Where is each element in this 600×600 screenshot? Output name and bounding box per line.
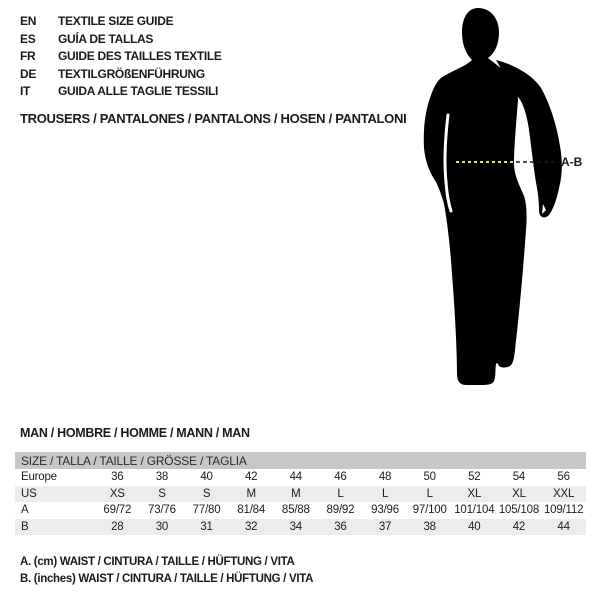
category-title: TROUSERS / PANTALONES / PANTALONS / HOSEN / PANTALONI [20, 111, 407, 126]
table-row-europe [15, 469, 586, 486]
size-table-header: SIZE / TALLA / TAILLE / GRÖSSE / TAGLIA [15, 452, 586, 469]
size-table-header-row [15, 452, 586, 469]
table-cell: L [426, 487, 433, 500]
table-cell: 97/100 [412, 504, 447, 517]
table-cell: 85/88 [281, 504, 310, 517]
language-label: GUIDA ALLE TAGLIE TESSILI [58, 84, 219, 99]
table-cell: 81/84 [237, 504, 266, 517]
table-cell: 42 [244, 471, 258, 484]
table-cell: 31 [200, 520, 213, 533]
table-cell: 32 [244, 520, 258, 533]
table-cell: L [337, 487, 344, 500]
table-cell: L [381, 487, 389, 500]
table-cell: 30 [155, 520, 169, 533]
table-cell: M [291, 487, 301, 500]
measurement-label: A-B [561, 155, 583, 169]
table-cell: 69/72 [103, 504, 132, 517]
table-cell: XS [109, 487, 125, 500]
language-label: GUIDE DES TAILLES TEXTILE [58, 49, 222, 64]
row-label: A [21, 504, 29, 517]
language-code: IT [20, 84, 31, 99]
language-list [20, 15, 222, 98]
table-cell: 40 [200, 471, 213, 484]
table-cell: 48 [378, 471, 392, 484]
language-label: TEXTILE SIZE GUIDE [58, 14, 174, 28]
table-cell: 42 [512, 520, 526, 533]
row-label: US [21, 487, 37, 500]
table-cell: XXL [553, 487, 575, 500]
table-cell: 105/108 [498, 504, 540, 517]
table-cell: XL [512, 487, 526, 500]
table-cell: 109/112 [543, 504, 584, 517]
size-table [15, 452, 586, 535]
table-cell: 37 [378, 520, 392, 533]
table-cell: 52 [468, 471, 481, 484]
table-cell: 56 [557, 471, 570, 484]
table-cell: 89/92 [326, 504, 355, 517]
table-cell: 36 [111, 471, 124, 484]
language-label: GUÍA DE TALLAS [58, 31, 154, 46]
table-cell: 44 [289, 471, 303, 484]
table-cell: 46 [334, 471, 347, 484]
language-code: DE [20, 66, 37, 81]
table-cell: 93/96 [371, 504, 399, 517]
footnote-b-inches: B. (inches) WAIST / CINTURA / TAILLE / HÜFTUNG / VITA [20, 573, 314, 585]
table-cell: S [202, 487, 211, 500]
language-code: EN [20, 14, 37, 28]
table-cell: 54 [512, 471, 526, 484]
language-code: ES [20, 31, 36, 46]
man-silhouette [410, 0, 600, 400]
row-label: B [21, 520, 29, 533]
footnote-a-cm: A. (cm) WAIST / CINTURA / TAILLE / HÜFTUNG / VITA [20, 556, 295, 568]
table-cell: 73/76 [148, 504, 176, 517]
table-row-us [15, 486, 586, 503]
table-cell: 77/80 [192, 504, 221, 517]
section-title: MAN / HOMBRE / HOMME / MANN / MAN [20, 426, 250, 440]
table-cell: 34 [289, 520, 303, 533]
language-label: TEXTILGRÖßENFÜHRUNG [58, 66, 205, 81]
table-cell: 38 [423, 520, 436, 533]
table-cell: 28 [111, 520, 124, 533]
table-cell: S [158, 487, 166, 500]
table-row-b-inches [15, 519, 586, 536]
table-cell: 36 [334, 520, 347, 533]
table-cell: 101/104 [454, 504, 495, 517]
table-cell: M [246, 487, 256, 500]
table-row-a-cm [15, 502, 586, 519]
language-code: FR [20, 49, 36, 64]
table-cell: 50 [423, 471, 436, 484]
table-cell: 44 [557, 520, 570, 533]
table-cell: 38 [155, 471, 169, 484]
table-cell: 40 [468, 520, 481, 533]
man-silhouette-figure [410, 0, 600, 400]
row-label: Europe [21, 471, 57, 484]
table-cell: XL [467, 487, 482, 500]
